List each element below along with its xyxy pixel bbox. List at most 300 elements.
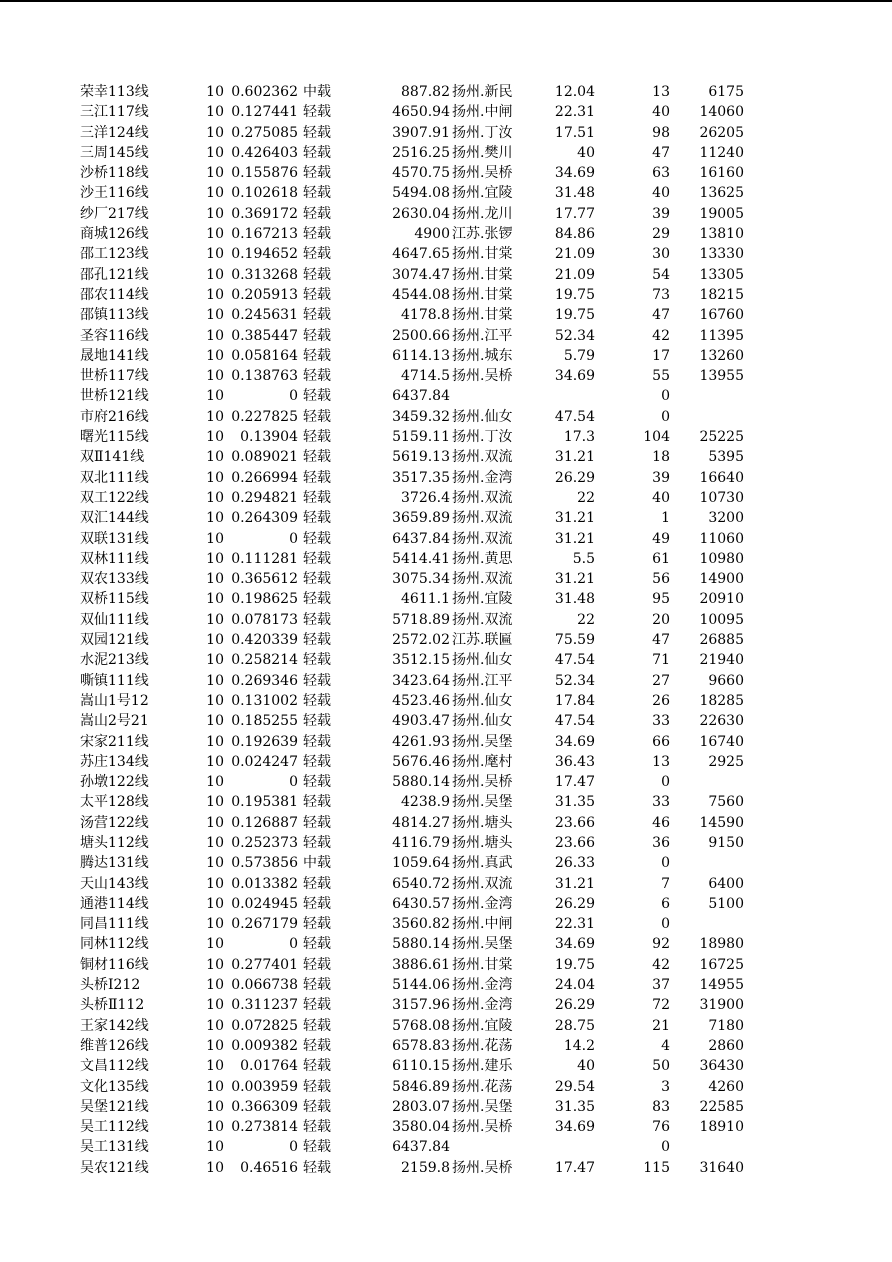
cell-remaining-capacity: 3517.35: [392, 469, 450, 486]
cell-load-rate: 0.078173: [231, 611, 298, 628]
cell-remaining-capacity: 4650.94: [392, 104, 450, 121]
cell-distance: 17.47: [554, 774, 595, 791]
cell-line-name: 孙墩122线: [80, 774, 149, 791]
cell-remaining-capacity: 6437.84: [392, 530, 450, 547]
cell-capacity: 6175: [708, 84, 744, 100]
cell-substation: 扬州.花荡: [452, 1037, 513, 1054]
cell-line-name: 双北111线: [80, 469, 149, 486]
cell-distance: 31.35: [554, 794, 595, 811]
cell-count: 33: [652, 794, 670, 811]
cell-distance: 5.5: [572, 550, 595, 567]
cell-remaining-capacity: 3726.4: [401, 489, 450, 506]
cell-capacity: 25225: [699, 429, 744, 446]
cell-capacity: 36430: [699, 1058, 744, 1075]
cell-load-status: 轻载: [303, 571, 331, 588]
cell-remaining-capacity: 3459.32: [392, 408, 450, 425]
table-row: [0, 143, 892, 163]
cell-load-status: 轻载: [303, 632, 331, 649]
cell-count: 47: [652, 307, 670, 324]
cell-capacity: 20910: [699, 591, 744, 608]
cell-remaining-capacity: 3560.82: [392, 916, 450, 933]
cell-remaining-capacity: 2803.07: [392, 1098, 450, 1115]
cell-load-rate: 0.426403: [231, 144, 298, 161]
cell-line-name: 吴工131线: [80, 1139, 149, 1156]
cell-line-name: 同昌111线: [80, 916, 149, 933]
cell-voltage: 10: [206, 1058, 224, 1075]
cell-substation: 扬州.中闸: [452, 104, 513, 121]
cell-remaining-capacity: 6578.83: [392, 1037, 450, 1054]
cell-remaining-capacity: 4570.75: [392, 165, 450, 182]
cell-voltage: 10: [206, 104, 224, 121]
cell-remaining-capacity: 3907.91: [392, 124, 450, 141]
cell-capacity: 21940: [699, 652, 744, 669]
cell-voltage: 10: [206, 347, 224, 364]
cell-line-name: 双桥115线: [80, 591, 149, 608]
cell-line-name: 沙王116线: [80, 185, 149, 202]
cell-count: 13: [652, 84, 670, 100]
cell-count: 55: [652, 368, 670, 385]
cell-distance: 34.69: [554, 733, 595, 750]
cell-line-name: 三江117线: [80, 104, 149, 121]
cell-voltage: 10: [206, 814, 224, 831]
table-row: [0, 1137, 892, 1157]
table-row: [0, 1036, 892, 1056]
cell-load-status: 轻载: [303, 550, 331, 567]
cell-load-status: 轻载: [303, 713, 331, 730]
cell-substation: 扬州.宜陵: [452, 1017, 513, 1034]
cell-count: 26: [652, 692, 670, 709]
cell-remaining-capacity: 3659.89: [392, 510, 450, 527]
cell-remaining-capacity: 6540.72: [392, 875, 450, 892]
cell-capacity: 7180: [708, 1017, 744, 1034]
cell-load-rate: 0.573856: [231, 855, 298, 872]
cell-load-rate: 0.385447: [231, 327, 298, 344]
cell-substation: 扬州.金湾: [452, 469, 513, 486]
cell-capacity: 2860: [708, 1037, 744, 1054]
cell-distance: 40: [577, 144, 595, 161]
cell-substation: 扬州.黄思: [452, 550, 513, 567]
cell-substation: 扬州.塘头: [452, 814, 513, 831]
cell-substation: 扬州.甘棠: [452, 286, 513, 303]
cell-substation: 扬州.麾村: [452, 753, 513, 770]
cell-load-rate: 0.313268: [231, 266, 298, 283]
cell-load-rate: 0.245631: [231, 307, 298, 324]
cell-count: 36: [652, 834, 670, 851]
cell-remaining-capacity: 2572.02: [392, 632, 450, 649]
cell-load-rate: 0.366309: [231, 1098, 298, 1115]
cell-load-status: 轻载: [303, 814, 331, 831]
cell-load-rate: 0.365612: [231, 571, 298, 588]
cell-voltage: 10: [206, 489, 224, 506]
cell-remaining-capacity: 5846.89: [392, 1078, 450, 1095]
cell-remaining-capacity: 5768.08: [392, 1017, 450, 1034]
table-row: [0, 82, 892, 102]
cell-substation: 扬州.仙女: [452, 652, 513, 669]
cell-count: 0: [661, 1139, 670, 1156]
cell-voltage: 10: [206, 1037, 224, 1054]
cell-distance: 31.21: [554, 530, 595, 547]
cell-load-rate: 0.13904: [240, 429, 298, 446]
cell-line-name: 吴农121线: [80, 1159, 149, 1176]
cell-count: 47: [652, 632, 670, 649]
cell-remaining-capacity: 5494.08: [392, 185, 450, 202]
cell-distance: 47.54: [554, 408, 595, 425]
cell-load-rate: 0.264309: [231, 510, 298, 527]
cell-distance: 23.66: [554, 814, 595, 831]
cell-substation: 扬州.吴堡: [452, 1098, 513, 1115]
table-row: [0, 366, 892, 386]
cell-remaining-capacity: 2500.66: [392, 327, 450, 344]
cell-load-status: 中载: [303, 84, 331, 100]
cell-count: 33: [652, 713, 670, 730]
cell-capacity: 14955: [699, 977, 744, 994]
cell-load-rate: 0.269346: [231, 672, 298, 689]
cell-remaining-capacity: 5676.46: [392, 753, 450, 770]
cell-load-rate: 0.01764: [240, 1058, 298, 1075]
cell-load-status: 轻载: [303, 530, 331, 547]
table-row: [0, 447, 892, 467]
cell-substation: 扬州.双流: [452, 489, 513, 506]
cell-line-name: 双工122线: [80, 489, 149, 506]
cell-load-status: 轻载: [303, 1098, 331, 1115]
table-row: [0, 305, 892, 325]
cell-capacity: 2925: [708, 753, 744, 770]
cell-load-status: 轻载: [303, 774, 331, 791]
cell-line-name: 嵩山2号21: [80, 713, 149, 730]
table-row: [0, 569, 892, 589]
cell-load-rate: 0.277401: [231, 956, 298, 973]
cell-voltage: 10: [206, 1159, 224, 1176]
cell-line-name: 文昌112线: [80, 1058, 149, 1075]
cell-count: 49: [652, 530, 670, 547]
cell-remaining-capacity: 6430.57: [392, 895, 450, 912]
cell-load-rate: 0.369172: [231, 205, 298, 222]
cell-distance: 17.47: [554, 1159, 595, 1176]
table-row: [0, 711, 892, 731]
cell-substation: 扬州.吴堡: [452, 936, 513, 953]
cell-substation: 扬州.吴桥: [452, 774, 513, 791]
cell-capacity: 14900: [699, 571, 744, 588]
cell-distance: 19.75: [554, 956, 595, 973]
cell-substation: 扬州.甘棠: [452, 246, 513, 263]
cell-count: 73: [652, 286, 670, 303]
cell-line-name: 邵农114线: [80, 286, 149, 303]
cell-line-name: 同林112线: [80, 936, 149, 953]
cell-substation: 江苏.张锣: [452, 226, 513, 243]
cell-count: 18: [652, 449, 670, 466]
cell-load-rate: 0.167213: [231, 226, 298, 243]
cell-capacity: 3200: [708, 510, 744, 527]
cell-substation: 扬州.宜陵: [452, 591, 513, 608]
cell-capacity: 11395: [699, 327, 744, 344]
cell-load-status: 轻载: [303, 144, 331, 161]
cell-line-name: 双园121线: [80, 632, 149, 649]
cell-voltage: 10: [206, 1139, 224, 1156]
table-row: [0, 650, 892, 670]
cell-line-name: 邵工123线: [80, 246, 149, 263]
cell-substation: 扬州.金湾: [452, 977, 513, 994]
cell-substation: 扬州.双流: [452, 510, 513, 527]
table-row: [0, 163, 892, 183]
cell-load-rate: 0: [289, 388, 298, 405]
cell-remaining-capacity: 6437.84: [392, 1139, 450, 1156]
cell-remaining-capacity: 3580.04: [392, 1119, 450, 1136]
cell-distance: 21.09: [554, 266, 595, 283]
cell-voltage: 10: [206, 632, 224, 649]
table-row: [0, 224, 892, 244]
cell-capacity: 10730: [699, 489, 744, 506]
cell-remaining-capacity: 3074.47: [392, 266, 450, 283]
cell-line-name: 邵镇113线: [80, 307, 149, 324]
cell-distance: 19.75: [554, 286, 595, 303]
cell-load-rate: 0.127441: [231, 104, 298, 121]
cell-load-rate: 0.602362: [231, 84, 298, 100]
cell-capacity: 4260: [708, 1078, 744, 1095]
cell-voltage: 10: [206, 286, 224, 303]
cell-capacity: 10980: [699, 550, 744, 567]
cell-distance: 12.04: [554, 84, 595, 100]
cell-remaining-capacity: 5880.14: [392, 936, 450, 953]
table-row: [0, 813, 892, 833]
cell-voltage: 10: [206, 84, 224, 100]
cell-line-name: 吴堡121线: [80, 1098, 149, 1115]
cell-distance: 31.48: [554, 591, 595, 608]
cell-load-rate: 0.009382: [231, 1037, 298, 1054]
table-row: [0, 671, 892, 691]
cell-voltage: 10: [206, 1098, 224, 1115]
cell-count: 42: [652, 327, 670, 344]
cell-load-status: 轻载: [303, 692, 331, 709]
cell-count: 6: [661, 895, 670, 912]
cell-remaining-capacity: 5159.11: [392, 429, 450, 446]
table-row: [0, 265, 892, 285]
cell-voltage: 10: [206, 510, 224, 527]
cell-load-rate: 0.273814: [231, 1119, 298, 1136]
cell-remaining-capacity: 1059.64: [392, 855, 450, 872]
cell-load-rate: 0.198625: [231, 591, 298, 608]
cell-voltage: 10: [206, 875, 224, 892]
cell-line-name: 王家142线: [80, 1017, 149, 1034]
table-row: [0, 610, 892, 630]
cell-load-status: 轻载: [303, 449, 331, 466]
cell-voltage: 10: [206, 571, 224, 588]
cell-line-name: 世桥117线: [80, 368, 149, 385]
cell-load-status: 轻载: [303, 327, 331, 344]
cell-line-name: 腾达131线: [80, 855, 149, 872]
cell-count: 40: [652, 185, 670, 202]
cell-distance: 52.34: [554, 672, 595, 689]
cell-load-rate: 0.013382: [231, 875, 298, 892]
cell-voltage: 10: [206, 977, 224, 994]
cell-substation: 扬州.城东: [452, 347, 513, 364]
cell-capacity: 18285: [699, 692, 744, 709]
table-row: [0, 732, 892, 752]
cell-load-status: 轻载: [303, 246, 331, 263]
cell-load-rate: 0.155876: [231, 165, 298, 182]
cell-load-rate: 0.46516: [240, 1159, 298, 1176]
cell-remaining-capacity: 4900: [414, 226, 450, 243]
cell-voltage: 10: [206, 997, 224, 1014]
cell-voltage: 10: [206, 449, 224, 466]
cell-substation: 扬州.双流: [452, 571, 513, 588]
cell-load-rate: 0.267179: [231, 916, 298, 933]
cell-distance: 5.79: [563, 347, 595, 364]
cell-load-status: 轻载: [303, 368, 331, 385]
cell-voltage: 10: [206, 591, 224, 608]
cell-distance: 34.69: [554, 368, 595, 385]
table-row: [0, 874, 892, 894]
cell-capacity: 13305: [699, 266, 744, 283]
cell-load-rate: 0.258214: [231, 652, 298, 669]
cell-distance: 47.54: [554, 713, 595, 730]
cell-count: 72: [652, 997, 670, 1014]
cell-voltage: 10: [206, 936, 224, 953]
cell-remaining-capacity: 4261.93: [392, 733, 450, 750]
cell-capacity: 31640: [699, 1159, 744, 1176]
cell-substation: 扬州.吴桥: [452, 1159, 513, 1176]
cell-count: 56: [652, 571, 670, 588]
cell-substation: 扬州.建乐: [452, 1058, 513, 1075]
cell-substation: 扬州.吴桥: [452, 1119, 513, 1136]
cell-distance: 17.77: [554, 205, 595, 222]
table-row: [0, 914, 892, 934]
cell-voltage: 10: [206, 916, 224, 933]
cell-substation: 扬州.仙女: [452, 692, 513, 709]
cell-count: 39: [652, 205, 670, 222]
cell-load-status: 轻载: [303, 266, 331, 283]
cell-voltage: 10: [206, 1078, 224, 1095]
table-row: [0, 204, 892, 224]
cell-voltage: 10: [206, 185, 224, 202]
cell-line-name: 汤营122线: [80, 814, 149, 831]
cell-line-name: 吴工112线: [80, 1119, 149, 1136]
table-row: [0, 427, 892, 447]
cell-line-name: 嵩山1号12: [80, 692, 149, 709]
cell-count: 76: [652, 1119, 670, 1136]
cell-remaining-capacity: 4523.46: [392, 692, 450, 709]
cell-distance: 31.21: [554, 449, 595, 466]
cell-remaining-capacity: 6437.84: [392, 388, 450, 405]
cell-remaining-capacity: 3423.64: [392, 672, 450, 689]
table-row: [0, 934, 892, 954]
cell-count: 0: [661, 408, 670, 425]
cell-count: 0: [661, 855, 670, 872]
cell-substation: 扬州.双流: [452, 875, 513, 892]
table-row: [0, 1117, 892, 1137]
cell-capacity: 16740: [699, 733, 744, 750]
table-row: [0, 468, 892, 488]
table-row: [0, 630, 892, 650]
cell-voltage: 10: [206, 672, 224, 689]
cell-substation: 扬州.樊川: [452, 144, 513, 161]
cell-capacity: 16725: [699, 956, 744, 973]
cell-load-status: 轻载: [303, 307, 331, 324]
cell-voltage: 10: [206, 226, 224, 243]
cell-count: 0: [661, 774, 670, 791]
cell-count: 0: [661, 388, 670, 405]
cell-voltage: 10: [206, 652, 224, 669]
cell-load-status: 轻载: [303, 408, 331, 425]
cell-voltage: 10: [206, 855, 224, 872]
cell-voltage: 10: [206, 713, 224, 730]
cell-remaining-capacity: 5880.14: [392, 774, 450, 791]
cell-substation: 扬州.双流: [452, 449, 513, 466]
cell-load-status: 轻载: [303, 916, 331, 933]
cell-voltage: 10: [206, 794, 224, 811]
cell-remaining-capacity: 5718.89: [392, 611, 450, 628]
cell-remaining-capacity: 5414.41: [392, 550, 450, 567]
cell-count: 17: [652, 347, 670, 364]
cell-line-name: 商城126线: [80, 226, 149, 243]
table-row: [0, 894, 892, 914]
cell-capacity: 31900: [699, 997, 744, 1014]
cell-capacity: 13260: [699, 347, 744, 364]
cell-load-status: 轻载: [303, 733, 331, 750]
cell-remaining-capacity: 5144.06: [392, 977, 450, 994]
cell-remaining-capacity: 4714.5: [401, 368, 450, 385]
cell-distance: 36.43: [554, 753, 595, 770]
cell-load-rate: 0.227825: [231, 408, 298, 425]
cell-load-status: 轻载: [303, 794, 331, 811]
cell-line-name: 双Ⅱ141线: [80, 449, 145, 466]
cell-count: 29: [652, 226, 670, 243]
cell-load-status: 轻载: [303, 1037, 331, 1054]
cell-voltage: 10: [206, 124, 224, 141]
cell-distance: 26.29: [554, 997, 595, 1014]
cell-remaining-capacity: 2159.8: [401, 1159, 450, 1176]
cell-substation: 江苏.联匾: [452, 632, 513, 649]
cell-count: 4: [661, 1037, 670, 1054]
cell-voltage: 10: [206, 144, 224, 161]
cell-load-status: 轻载: [303, 672, 331, 689]
cell-line-name: 纱厂217线: [80, 205, 149, 222]
cell-load-status: 轻载: [303, 226, 331, 243]
cell-capacity: 16760: [699, 307, 744, 324]
cell-distance: 26.29: [554, 469, 595, 486]
cell-substation: 扬州.宜陵: [452, 185, 513, 202]
table-row: [0, 1016, 892, 1036]
cell-count: 54: [652, 266, 670, 283]
cell-voltage: 10: [206, 165, 224, 182]
cell-line-name: 市府216线: [80, 408, 149, 425]
cell-capacity: 13810: [699, 226, 744, 243]
cell-load-rate: 0.194652: [231, 246, 298, 263]
cell-distance: 52.34: [554, 327, 595, 344]
cell-load-rate: 0.205913: [231, 286, 298, 303]
spreadsheet-body: [0, 82, 892, 1178]
cell-voltage: 10: [206, 611, 224, 628]
table-row: [0, 975, 892, 995]
table-row: [0, 589, 892, 609]
cell-count: 20: [652, 611, 670, 628]
cell-line-name: 天山143线: [80, 875, 149, 892]
cell-load-status: 轻载: [303, 611, 331, 628]
cell-distance: 31.21: [554, 875, 595, 892]
cell-distance: 22: [577, 489, 595, 506]
cell-count: 95: [652, 591, 670, 608]
cell-load-status: 轻载: [303, 1058, 331, 1075]
cell-remaining-capacity: 3075.34: [392, 571, 450, 588]
cell-load-rate: 0.185255: [231, 713, 298, 730]
cell-load-status: 轻载: [303, 510, 331, 527]
cell-distance: 17.51: [554, 124, 595, 141]
table-row: [0, 1097, 892, 1117]
cell-voltage: 10: [206, 327, 224, 344]
cell-distance: 22.31: [554, 104, 595, 121]
table-row: [0, 183, 892, 203]
cell-remaining-capacity: 6110.15: [392, 1058, 450, 1075]
cell-count: 30: [652, 246, 670, 263]
